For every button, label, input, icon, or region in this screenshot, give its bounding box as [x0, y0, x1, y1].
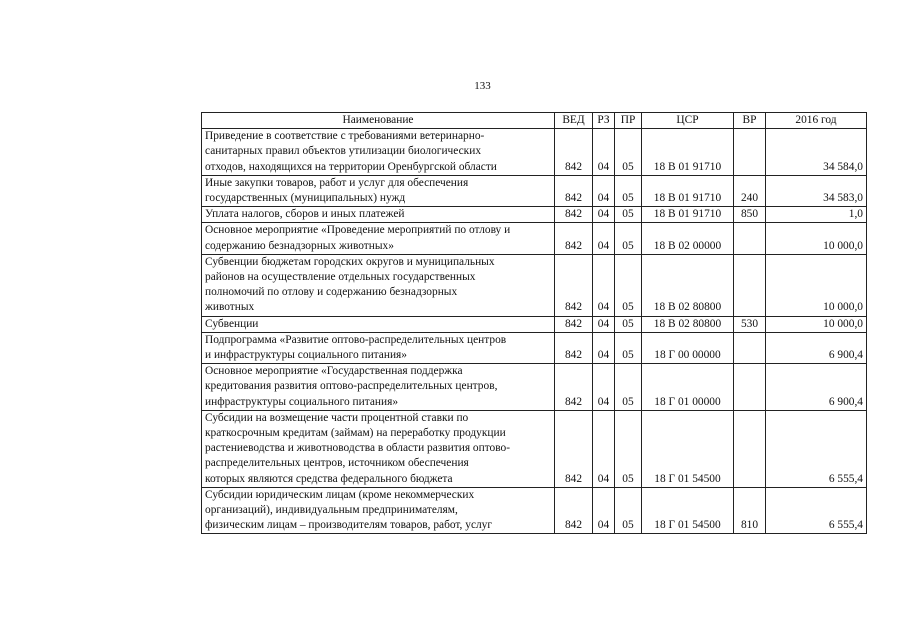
row-ved: 842 — [555, 207, 593, 223]
row-pr: 05 — [615, 223, 642, 254]
row-amount: 34 583,0 — [766, 175, 867, 206]
row-amount: 1,0 — [766, 207, 867, 223]
row-name — [202, 207, 555, 223]
row-name-line: животных — [205, 301, 255, 314]
row-name — [202, 129, 555, 176]
row-name-line: и инфраструктуры социального питания» — [205, 349, 407, 362]
row-ved: 842 — [555, 332, 593, 363]
table-row — [202, 364, 867, 411]
row-csr: 18 В 02 80800 — [642, 316, 734, 332]
row-name-line: государственных (муниципальных) нужд — [205, 192, 406, 205]
row-name-line: Основное мероприятие «Государственная поддержка — [205, 365, 463, 378]
row-name-line: отходов, находящихся на территории Оренбургской области — [205, 160, 497, 173]
row-amount: 6 555,4 — [766, 410, 867, 487]
row-vr: 810 — [734, 487, 766, 534]
row-amount: 6 900,4 — [766, 364, 867, 411]
column-header-vr: ВР — [734, 113, 766, 129]
row-ved: 842 — [555, 254, 593, 316]
table-row — [202, 410, 867, 487]
row-name-line: Субсидии на возмещение части процентной ставки по — [205, 411, 469, 424]
row-csr: 18 Г 01 00000 — [642, 364, 734, 411]
row-name — [202, 223, 555, 254]
budget-table — [201, 112, 867, 534]
row-csr: 18 В 01 91710 — [642, 129, 734, 176]
row-rz: 04 — [593, 129, 615, 176]
row-name-line: краткосрочным кредитам (займам) на переработку продукции — [205, 427, 506, 440]
column-header-name: Наименование — [202, 113, 555, 129]
row-rz: 04 — [593, 316, 615, 332]
row-amount: 34 584,0 — [766, 129, 867, 176]
table-row — [202, 207, 867, 223]
row-pr: 05 — [615, 487, 642, 534]
row-vr: 530 — [734, 316, 766, 332]
table-row — [202, 487, 867, 534]
row-name — [202, 254, 555, 316]
table-row — [202, 316, 867, 332]
row-vr: 850 — [734, 207, 766, 223]
row-pr: 05 — [615, 364, 642, 411]
row-name — [202, 175, 555, 206]
row-name — [202, 364, 555, 411]
row-csr: 18 Г 01 54500 — [642, 487, 734, 534]
row-rz: 04 — [593, 207, 615, 223]
row-csr: 18 В 02 00000 — [642, 223, 734, 254]
row-name-line: физическим лицам – производителям товаров, работ, услуг — [205, 519, 493, 532]
row-pr: 05 — [615, 254, 642, 316]
page-number: 133 — [474, 80, 491, 92]
row-name-line: Субсидии юридическим лицам (кроме некоммерческих — [205, 488, 475, 501]
row-pr: 05 — [615, 332, 642, 363]
table-row — [202, 175, 867, 206]
row-csr: 18 Г 01 54500 — [642, 410, 734, 487]
row-pr: 05 — [615, 410, 642, 487]
row-vr — [734, 129, 766, 176]
row-vr — [734, 332, 766, 363]
row-amount: 10 000,0 — [766, 223, 867, 254]
row-name-line: Приведение в соответствие с требованиями ветеринарно- — [205, 130, 485, 143]
row-name-line: содержанию безнадзорных животных» — [205, 239, 394, 252]
column-header-ved: ВЕД — [555, 113, 593, 129]
row-rz: 04 — [593, 410, 615, 487]
row-name-line: Иные закупки товаров, работ и услуг для обеспечения — [205, 176, 469, 189]
row-amount: 10 000,0 — [766, 316, 867, 332]
row-name — [202, 316, 555, 332]
row-name-line: Основное мероприятие «Проведение мероприятий по отлову и — [205, 224, 511, 237]
table-row — [202, 254, 867, 316]
row-vr: 240 — [734, 175, 766, 206]
row-ved: 842 — [555, 316, 593, 332]
row-name-line: организаций), индивидуальным предпринимателям, — [205, 504, 458, 517]
row-name — [202, 410, 555, 487]
row-name-line: распределительных центров, источником обеспечения — [205, 457, 469, 470]
row-ved: 842 — [555, 129, 593, 176]
row-ved: 842 — [555, 410, 593, 487]
column-header-pr: ПР — [615, 113, 642, 129]
column-header-csr: ЦСР — [642, 113, 734, 129]
row-csr: 18 В 02 80800 — [642, 254, 734, 316]
row-name-line: Субвенции бюджетам городских округов и муниципальных — [205, 255, 495, 268]
column-header-rz: РЗ — [593, 113, 615, 129]
row-ved: 842 — [555, 223, 593, 254]
row-amount: 6 555,4 — [766, 487, 867, 534]
row-rz: 04 — [593, 487, 615, 534]
row-vr — [734, 364, 766, 411]
row-vr — [734, 254, 766, 316]
row-csr: 18 В 01 91710 — [642, 175, 734, 206]
row-name-line: инфраструктуры социального питания» — [205, 395, 399, 408]
row-pr: 05 — [615, 129, 642, 176]
row-rz: 04 — [593, 175, 615, 206]
row-rz: 04 — [593, 223, 615, 254]
row-ved: 842 — [555, 487, 593, 534]
row-amount: 10 000,0 — [766, 254, 867, 316]
table-header-row — [202, 113, 867, 129]
row-name-line: Подпрограмма «Развитие оптово-распределительных центров — [205, 333, 507, 346]
row-name-line: полномочий по отлову и содержанию безнадзорных — [205, 286, 458, 299]
row-name — [202, 332, 555, 363]
row-rz: 04 — [593, 254, 615, 316]
table-row — [202, 129, 867, 176]
column-header-amount: 2016 год — [766, 113, 867, 129]
row-csr: 18 В 01 91710 — [642, 207, 734, 223]
row-vr — [734, 223, 766, 254]
table-row — [202, 332, 867, 363]
row-name-line: растениеводства и животноводства в области развития оптово- — [205, 442, 511, 455]
table-body — [202, 129, 867, 534]
row-name-line: которых являются средства федерального бюджета — [205, 472, 453, 485]
row-amount: 6 900,4 — [766, 332, 867, 363]
table-row — [202, 223, 867, 254]
row-name — [202, 487, 555, 534]
row-name-line: санитарных правил объектов утилизации биологических — [205, 145, 482, 158]
row-pr: 05 — [615, 175, 642, 206]
row-vr — [734, 410, 766, 487]
row-name-line: районов на осуществление отдельных государственных — [205, 271, 476, 284]
row-csr: 18 Г 00 00000 — [642, 332, 734, 363]
row-pr: 05 — [615, 316, 642, 332]
row-rz: 04 — [593, 332, 615, 363]
row-name-line: Субвенции — [205, 317, 259, 330]
row-rz: 04 — [593, 364, 615, 411]
row-name-line: кредитования развития оптово-распределительных центров, — [205, 380, 498, 393]
row-ved: 842 — [555, 364, 593, 411]
row-pr: 05 — [615, 207, 642, 223]
row-name-line: Уплата налогов, сборов и иных платежей — [205, 208, 405, 221]
row-ved: 842 — [555, 175, 593, 206]
